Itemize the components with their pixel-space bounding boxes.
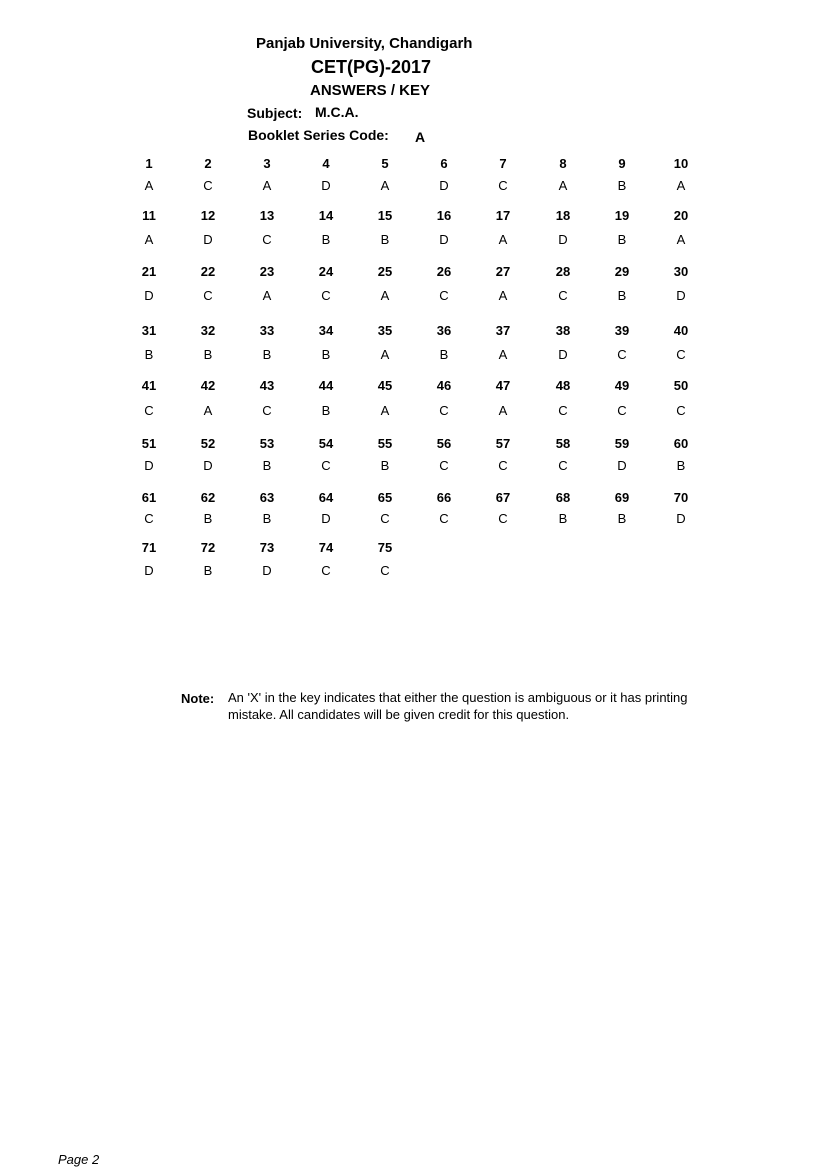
answer-letter: C bbox=[144, 403, 154, 418]
answer-letter: D bbox=[144, 563, 154, 578]
question-number: 23 bbox=[259, 264, 275, 279]
answer-letter: C bbox=[498, 511, 508, 526]
answer-letter: C bbox=[439, 511, 449, 526]
question-number: 54 bbox=[318, 436, 334, 451]
answer-letter: B bbox=[321, 347, 331, 362]
question-number: 35 bbox=[377, 323, 393, 338]
answer-letter: B bbox=[439, 347, 449, 362]
question-number: 30 bbox=[673, 264, 689, 279]
question-number: 34 bbox=[318, 323, 334, 338]
question-number: 5 bbox=[381, 156, 389, 171]
answer-letter: B bbox=[144, 347, 154, 362]
answer-letter: A bbox=[498, 347, 508, 362]
answer-letter: C bbox=[439, 403, 449, 418]
answer-letter: D bbox=[617, 458, 627, 473]
question-number: 70 bbox=[673, 490, 689, 505]
answer-letter: A bbox=[380, 178, 390, 193]
question-number: 62 bbox=[200, 490, 216, 505]
answer-letter: D bbox=[676, 511, 686, 526]
question-number: 9 bbox=[618, 156, 626, 171]
note-label: Note: bbox=[181, 691, 215, 706]
question-number: 41 bbox=[141, 378, 157, 393]
answer-letter: B bbox=[203, 347, 213, 362]
answer-letter: A bbox=[498, 232, 508, 247]
question-number: 33 bbox=[259, 323, 275, 338]
answer-letter: C bbox=[558, 458, 568, 473]
question-number: 44 bbox=[318, 378, 334, 393]
question-number: 75 bbox=[377, 540, 393, 555]
question-number: 39 bbox=[614, 323, 630, 338]
answer-letter: C bbox=[558, 403, 568, 418]
question-number: 11 bbox=[142, 208, 156, 223]
question-number: 55 bbox=[377, 436, 393, 451]
answer-letter: D bbox=[439, 232, 449, 247]
question-number: 37 bbox=[495, 323, 511, 338]
answer-letter: C bbox=[144, 511, 154, 526]
question-number: 49 bbox=[614, 378, 630, 393]
question-number: 27 bbox=[495, 264, 511, 279]
answer-letter: C bbox=[439, 458, 449, 473]
answer-letter: D bbox=[558, 347, 568, 362]
answer-letter: D bbox=[676, 288, 686, 303]
question-number: 60 bbox=[673, 436, 689, 451]
question-number: 20 bbox=[673, 208, 689, 223]
question-number: 58 bbox=[555, 436, 571, 451]
answer-letter: B bbox=[380, 232, 390, 247]
answer-letter: B bbox=[262, 458, 272, 473]
exam-title: CET(PG)-2017 bbox=[311, 57, 432, 77]
question-number: 29 bbox=[614, 264, 630, 279]
answer-letter: B bbox=[203, 511, 213, 526]
series-code-label: Booklet Series Code: bbox=[248, 127, 389, 143]
answer-letter: A bbox=[498, 288, 508, 303]
answer-letter: B bbox=[558, 511, 568, 526]
question-number: 4 bbox=[322, 156, 330, 171]
question-number: 71 bbox=[141, 540, 157, 555]
question-number: 15 bbox=[377, 208, 393, 223]
answer-letter: D bbox=[321, 178, 331, 193]
answer-letter: B bbox=[617, 178, 627, 193]
question-number: 14 bbox=[318, 208, 334, 223]
answer-letter: C bbox=[203, 288, 213, 303]
question-number: 17 bbox=[495, 208, 511, 223]
question-number: 48 bbox=[555, 378, 571, 393]
answer-letter: D bbox=[439, 178, 449, 193]
question-number: 67 bbox=[495, 490, 511, 505]
question-number: 3 bbox=[263, 156, 271, 171]
university-name: Panjab University, Chandigarh bbox=[256, 35, 473, 52]
question-number: 2 bbox=[204, 156, 212, 171]
question-number: 73 bbox=[259, 540, 275, 555]
question-number: 52 bbox=[200, 436, 216, 451]
question-number: 40 bbox=[673, 323, 689, 338]
question-number: 72 bbox=[200, 540, 216, 555]
answer-letter: C bbox=[321, 563, 331, 578]
answer-letter: D bbox=[321, 511, 331, 526]
answer-letter: A bbox=[380, 288, 390, 303]
question-number: 13 bbox=[259, 208, 275, 223]
answer-letter: B bbox=[203, 563, 213, 578]
question-number: 38 bbox=[555, 323, 571, 338]
answer-letter: D bbox=[203, 458, 213, 473]
question-number: 45 bbox=[377, 378, 393, 393]
question-number: 61 bbox=[141, 490, 157, 505]
answer-key-title: ANSWERS / KEY bbox=[310, 82, 431, 99]
question-number: 32 bbox=[200, 323, 216, 338]
answer-letter: A bbox=[144, 178, 154, 193]
question-number: 1 bbox=[145, 156, 153, 171]
question-number: 42 bbox=[200, 378, 216, 393]
question-number: 8 bbox=[559, 156, 567, 171]
answer-letter: B bbox=[321, 232, 331, 247]
answer-letter: C bbox=[203, 178, 213, 193]
answer-letter: B bbox=[262, 347, 272, 362]
answer-letter: A bbox=[380, 347, 390, 362]
answer-letter: B bbox=[321, 403, 331, 418]
answer-letter: D bbox=[144, 288, 154, 303]
question-number: 53 bbox=[259, 436, 275, 451]
answer-letter: B bbox=[676, 458, 686, 473]
question-number: 56 bbox=[436, 436, 452, 451]
answer-letter: A bbox=[380, 403, 390, 418]
question-number: 16 bbox=[436, 208, 452, 223]
answer-letter: C bbox=[676, 403, 686, 418]
answer-letter: C bbox=[439, 288, 449, 303]
page-number: Page 2 bbox=[58, 1152, 100, 1167]
series-code-value: A bbox=[415, 129, 426, 145]
note-text: An 'X' in the key indicates that either the question is ambiguous or it has printing mistake. All candidates will be given credit for this question. bbox=[228, 690, 688, 722]
question-number: 69 bbox=[614, 490, 630, 505]
answer-letter: A bbox=[203, 403, 213, 418]
answer-letter: C bbox=[558, 288, 568, 303]
answer-letter: C bbox=[617, 403, 627, 418]
answer-letter: C bbox=[498, 458, 508, 473]
question-number: 66 bbox=[436, 490, 452, 505]
question-number: 64 bbox=[318, 490, 334, 505]
answer-letter: C bbox=[321, 288, 331, 303]
question-number: 6 bbox=[440, 156, 448, 171]
question-number: 63 bbox=[259, 490, 275, 505]
answer-letter: B bbox=[617, 288, 627, 303]
answer-letter: D bbox=[262, 563, 272, 578]
answer-letter: D bbox=[203, 232, 213, 247]
question-number: 36 bbox=[436, 323, 452, 338]
question-number: 46 bbox=[436, 378, 452, 393]
question-number: 31 bbox=[141, 323, 157, 338]
question-number: 25 bbox=[377, 264, 393, 279]
answer-letter: C bbox=[321, 458, 331, 473]
answer-letter: C bbox=[617, 347, 627, 362]
question-number: 50 bbox=[673, 378, 689, 393]
answer-letter: C bbox=[498, 178, 508, 193]
answer-letter: A bbox=[558, 178, 568, 193]
question-number: 21 bbox=[141, 264, 157, 279]
answer-letter: B bbox=[380, 458, 390, 473]
question-number: 68 bbox=[555, 490, 571, 505]
question-number: 18 bbox=[555, 208, 571, 223]
answer-letter: C bbox=[380, 511, 390, 526]
question-number: 57 bbox=[495, 436, 511, 451]
question-number: 74 bbox=[318, 540, 334, 555]
question-number: 10 bbox=[673, 156, 689, 171]
answer-letter: B bbox=[262, 511, 272, 526]
answer-letter: A bbox=[262, 178, 272, 193]
answer-letter: C bbox=[676, 347, 686, 362]
question-number: 65 bbox=[377, 490, 393, 505]
answer-letter: C bbox=[262, 403, 272, 418]
answer-letter: D bbox=[558, 232, 568, 247]
question-number: 24 bbox=[318, 264, 334, 279]
answer-letter: A bbox=[676, 178, 686, 193]
answer-letter: C bbox=[262, 232, 272, 247]
answer-letter: D bbox=[144, 458, 154, 473]
subject-value: M.C.A. bbox=[315, 104, 359, 120]
question-number: 7 bbox=[499, 156, 507, 171]
answer-letter: A bbox=[144, 232, 154, 247]
question-number: 47 bbox=[495, 378, 511, 393]
question-number: 51 bbox=[141, 436, 157, 451]
question-number: 43 bbox=[259, 378, 275, 393]
question-number: 12 bbox=[200, 208, 216, 223]
subject-label: Subject: bbox=[247, 105, 303, 121]
answer-letter: C bbox=[380, 563, 390, 578]
question-number: 22 bbox=[200, 264, 216, 279]
answer-letter: A bbox=[262, 288, 272, 303]
question-number: 19 bbox=[614, 208, 630, 223]
answer-letter: A bbox=[676, 232, 686, 247]
question-number: 59 bbox=[614, 436, 630, 451]
answer-letter: A bbox=[498, 403, 508, 418]
answer-letter: B bbox=[617, 511, 627, 526]
question-number: 26 bbox=[436, 264, 452, 279]
answer-letter: B bbox=[617, 232, 627, 247]
question-number: 28 bbox=[555, 264, 571, 279]
